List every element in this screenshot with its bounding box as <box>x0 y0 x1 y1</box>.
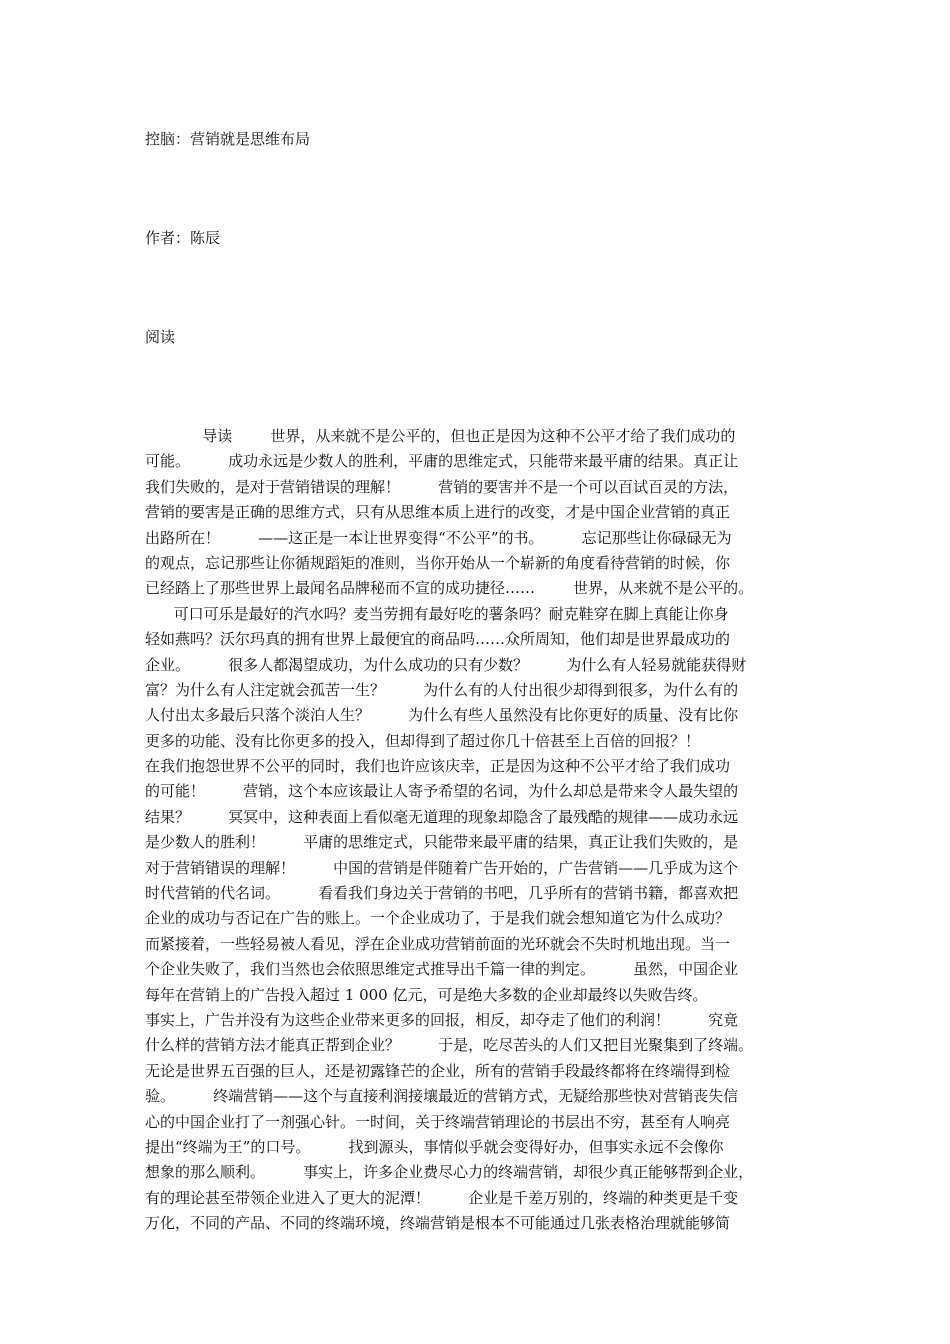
document-title: 控脑：营销就是思维布局 <box>145 130 311 148</box>
body-line: 想象的那么顺利。 事实上，许多企业费尽心力的终端营销，却很少真正能够帮到企业， <box>145 1163 754 1182</box>
body-line: 可能。 成功永远是少数人的胜利，平庸的思维定式，只能带来最平庸的结果。真正让 <box>145 452 739 471</box>
body-line: 营销的要害是正确的思维方式，只有从思维本质上进行的改变，才是中国企业营销的真正 <box>145 503 731 522</box>
body-line: 的可能！ 营销，这个本应该最让人寄予希望的名词，为什么却总是带来令人最失望的 <box>145 782 739 801</box>
body-line: 事实上，广告并没有为这些企业带来更多的回报，相反，却夺走了他们的利润！ 究竟 <box>145 1010 739 1029</box>
body-line: 个企业失败了，我们当然也会依照思维定式推导出千篇一律的判定。 虽然，中国企业 <box>145 960 739 979</box>
document-author: 作者：陈辰 <box>145 229 221 247</box>
body-line: 我们失败的，是对于营销错误的理解！ 营销的要害并不是一个可以百试百灵的方法， <box>145 477 739 496</box>
body-line: 而紧接着，一些轻易被人看见，浮在企业成功营销前面的光环就会不失时机地出现。当一 <box>145 934 731 953</box>
body-line: 是少数人的胜利！ 平庸的思维定式，只能带来最平庸的结果，真正让我们失败的，是 <box>145 833 739 852</box>
body-line: 无论是世界五百强的巨人，还是初露锋芒的企业，所有的营销手段最终都将在终端得到检 <box>145 1061 731 1080</box>
body-line: 人付出太多最后只落个淡泊人生？ 为什么有些人虽然没有比你更好的质量、没有比你 <box>145 706 739 725</box>
body-line: 心的中国企业打了一剂强心针。一时间，关于终端营销理论的书层出不穷，甚至有人响亮 <box>145 1112 731 1131</box>
body-line: 已经踏上了那些世界上最闻名品牌秘而不宣的成功捷径…… 世界，从来就不是公平的。 <box>145 579 754 598</box>
body-line: 提出“终端为王”的口号。 找到源头，事情似乎就会变得好办，但事实永远不会像你 <box>145 1137 724 1156</box>
body-line: 企业。 很多人都渴望成功，为什么成功的只有少数？ 为什么有人轻易就能获得财 <box>145 655 747 674</box>
body-line: 企业的成功与否记在广告的账上。一个企业成功了，于是我们就会想知道它为什么成功？ <box>145 909 731 928</box>
body-line: 对于营销错误的理解！ 中国的营销是伴随着广告开始的，广告营销——几乎成为这个 <box>145 858 739 877</box>
body-text <box>145 424 815 1237</box>
body-line: 出路所在！ ——这正是一本让世界变得“不公平”的书。 忘记那些让你碌碌无为 <box>145 528 732 547</box>
body-line: 导读 世界，从来就不是公平的，但也正是因为这种不公平才给了我们成功的 <box>145 427 736 445</box>
section-label: 阅读 <box>145 328 176 346</box>
body-line: 在我们抱怨世界不公平的同时，我们也许应该庆幸，正是因为这种不公平才给了我们成功 <box>145 757 731 776</box>
body-line: 的观点，忘记那些让你循规蹈矩的准则，当你开始从一个崭新的角度看待营销的时候，你 <box>145 553 731 572</box>
body-line: 验。 终端营销——这个与直接利润接壤最近的营销方式，无疑给那些快对营销丧失信 <box>145 1087 739 1106</box>
body-line: 结果？ 冥冥中，这种表面上看似毫无道理的现象却隐含了最残酷的规律——成功永远 <box>145 807 739 826</box>
body-line: 富？为什么有人注定就会孤苦一生？ 为什么有的人付出很少却得到很多，为什么有的 <box>145 680 739 699</box>
body-line: 更多的功能、没有比你更多的投入，但却得到了超过你几十倍甚至上百倍的回报？！ <box>145 731 701 750</box>
body-line: 轻如燕吗？沃尔玛真的拥有世界上最便宜的商品吗……众所周知，他们却是世界最成功的 <box>145 630 731 649</box>
body-line: 什么样的营销方法才能真正帮到企业？ 于是，吃尽苦头的人们又把目光聚集到了终端。 <box>145 1036 754 1055</box>
body-line: 每年在营销上的广告投入超过 1 000 亿元，可是绝大多数的企业却最终以失败告终。 <box>145 985 708 1004</box>
body-line: 可口可乐是最好的汽水吗？麦当劳拥有最好吃的薯条吗？耐克鞋穿在脚上真能让你身 <box>145 604 729 623</box>
body-line: 时代营销的代名词。 看看我们身边关于营销的书吧，几乎所有的营销书籍，都喜欢把 <box>145 884 739 903</box>
body-line: 有的理论甚至带领企业进入了更大的泥潭！ 企业是千差万别的，终端的种类更是千变 <box>145 1188 739 1207</box>
body-line: 万化，不同的产品、不同的终端环境，终端营销是根本不可能通过几张表格治理就能够简 <box>145 1214 731 1233</box>
